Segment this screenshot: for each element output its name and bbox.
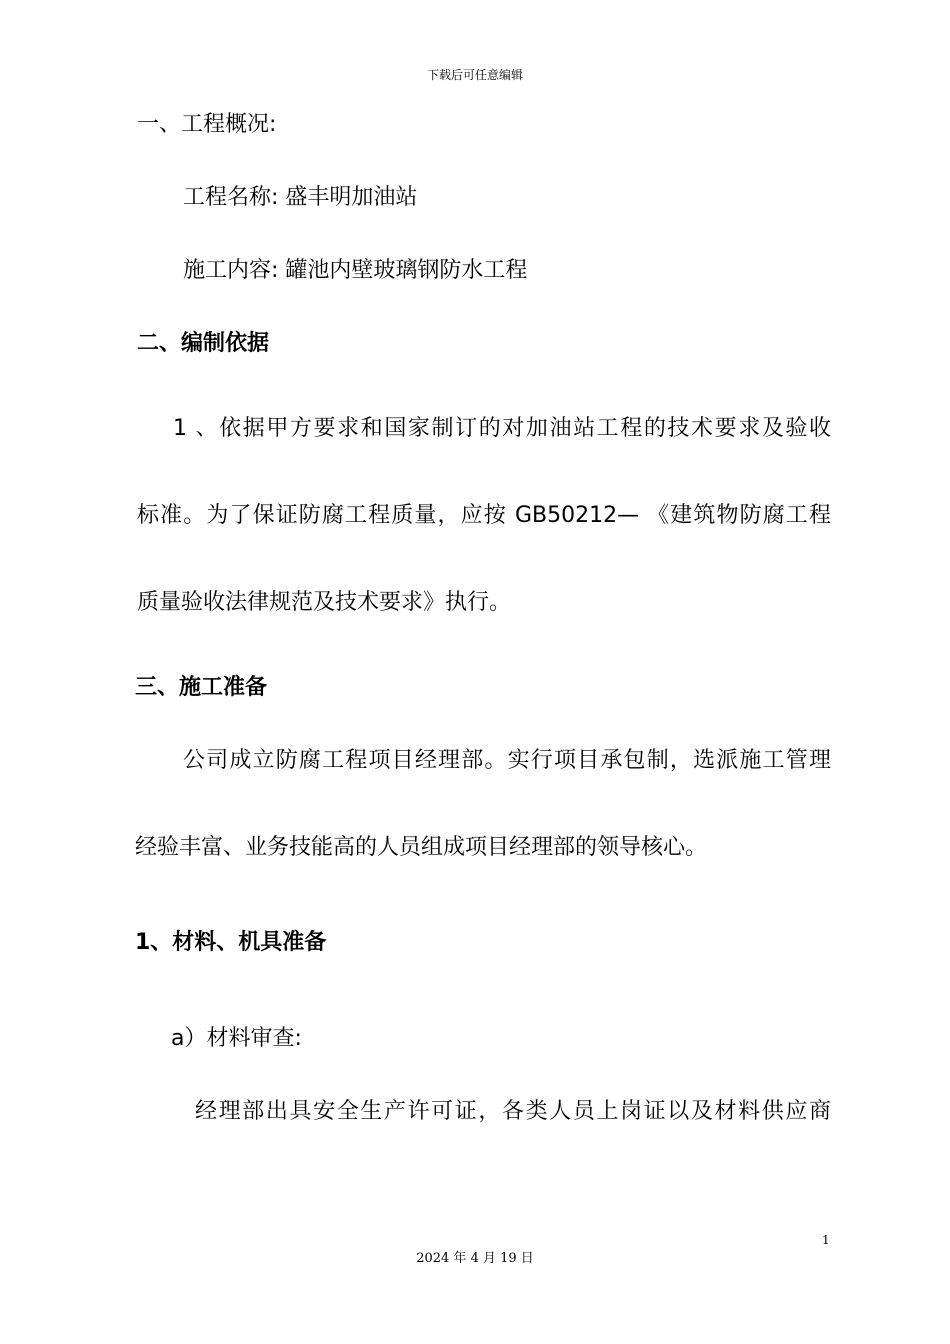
preparation-paragraph-line-2: 经验丰富、业务技能高的人员组成项目经理部的领导核心。	[135, 835, 708, 860]
section-1-heading: 一、工程概况:	[137, 112, 277, 137]
construction-content-line: 施工内容: 罐池内壁玻璃钢防水工程	[183, 258, 528, 283]
basis-paragraph-line-2: 标准。为了保证防腐工程质量，应按 GB50212— 《建筑物防腐工程	[137, 503, 831, 528]
header-note: 下载后可任意编辑	[426, 68, 523, 82]
page-number: 1	[822, 1233, 830, 1247]
basis-paragraph-line-1: 1 、依据甲方要求和国家制订的对加油站工程的技术要求及验收	[173, 416, 831, 441]
footer-date: 2024 年 4 月 19 日	[416, 1251, 534, 1266]
subsection-1-heading: 1、材料、机具准备	[135, 930, 327, 955]
material-review-label: a）材料审查:	[171, 1026, 302, 1051]
basis-paragraph-line-3: 质量验收法律规范及技术要求》执行。	[137, 590, 512, 615]
section-3-heading: 三、施工准备	[135, 675, 268, 700]
material-review-line-1: 经理部出具安全生产许可证，各类人员上岗证以及材料供应商	[195, 1099, 831, 1124]
section-2-heading: 二、编制依据	[137, 331, 270, 356]
preparation-paragraph-line-1: 公司成立防腐工程项目经理部。实行项目承包制，选派施工管理	[183, 748, 831, 773]
project-name-line: 工程名称: 盛丰明加油站	[183, 185, 418, 210]
